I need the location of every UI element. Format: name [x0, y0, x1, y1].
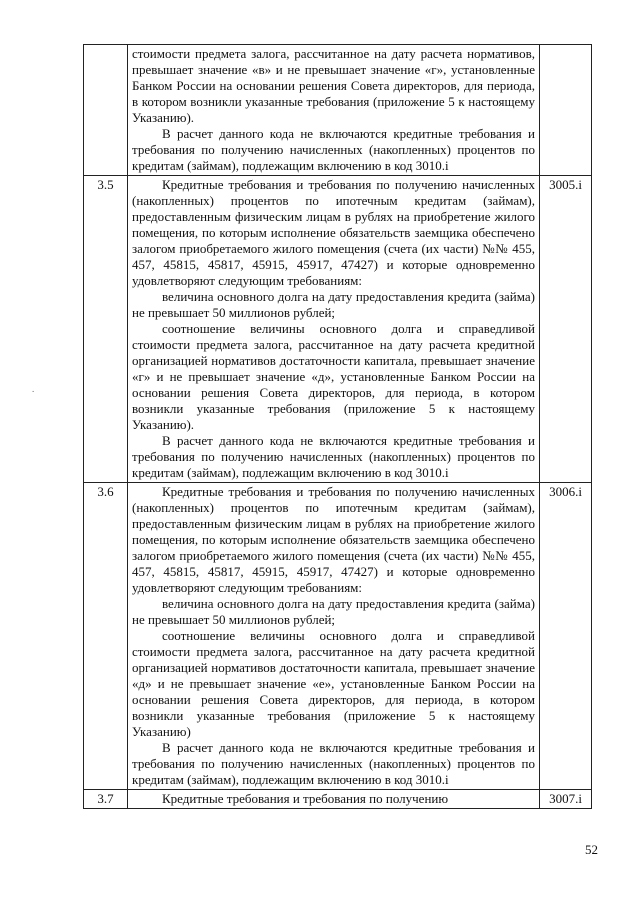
paragraph: В расчет данного кода не включаются кредитные требования и требования по получению начисленных (накопленных) процентов по кредитам (займам), подлежащим включению в код 3010.i [132, 433, 535, 480]
row-code: 3007.i [540, 790, 592, 809]
table-row [84, 176, 592, 483]
row-description [128, 790, 540, 809]
row-number: 3.6 [84, 483, 128, 790]
table-row [84, 45, 592, 176]
paragraph: Кредитные требования и требования по получению начисленных (накопленных) процентов по ипотечным кредитам (займам), предоставленным физическим лицам в рублях на приобретение жилого помещения, по которым исполнение обязательств заемщика обеспечено залогом приобретаемого жилого помещения (счета (их части) №№ 455, 457, 45815, 45817, 45915, 45917, 47427) и которые одновременно удовлетворяют следующим требованиям: [132, 484, 535, 595]
regulation-table [83, 44, 592, 809]
row-code: 3005.i [540, 176, 592, 483]
paragraph: стоимости предмета залога, рассчитанное на дату расчета нормативов, превышает значение «в» и не превышает значение «г», установленные Банком России на основании решения Совета директоров, для периода, в котором возникли указанные требования (приложение 5 к настоящему Указанию). [132, 46, 535, 125]
paragraph: соотношение величины основного долга и справедливой стоимости предмета залога, рассчитанное на дату расчета кредитной организацией нормативов достаточности капитала, превышает значение «г» и не превышает значение «д», установленные Банком России на основании решения Совета директоров, для периода, в котором возникли указанные требования (приложение 5 к настоящему Указанию). [132, 321, 535, 432]
paragraph: Кредитные требования и требования по получению начисленных (накопленных) процентов по ипотечным кредитам (займам), предоставленным физическим лицам в рублях на приобретение жилого помещения, по которым исполнение обязательств заемщика обеспечено залогом приобретаемого жилого помещения (счета (их части) №№ 455, 457, 45815, 45817, 45915, 45917, 47427) и которые одновременно удовлетворяют следующим требованиям: [132, 177, 535, 288]
paragraph: В расчет данного кода не включаются кредитные требования и требования по получению начисленных (накопленных) процентов по кредитам (займам), подлежащим включению в код 3010.i [132, 126, 535, 173]
row-description [128, 176, 540, 483]
table-row [84, 483, 592, 790]
row-code: 3006.i [540, 483, 592, 790]
paragraph: величина основного долга на дату предоставления кредита (займа) не превышает 50 миллионов рублей; [132, 596, 535, 627]
row-description [128, 45, 540, 176]
paragraph: В расчет данного кода не включаются кредитные требования и требования по получению начисленных (накопленных) процентов по кредитам (займам), подлежащим включению в код 3010.i [132, 740, 535, 787]
paragraph: величина основного долга на дату предоставления кредита (займа) не превышает 50 миллионов рублей; [132, 289, 535, 320]
row-number: 3.5 [84, 176, 128, 483]
paragraph: Кредитные требования и требования по получению [162, 791, 449, 806]
row-number [84, 45, 128, 176]
table-row [84, 790, 592, 809]
row-number: 3.7 [84, 790, 128, 809]
paragraph: соотношение величины основного долга и справедливой стоимости предмета залога, рассчитанное на дату расчета кредитной организацией нормативов достаточности капитала, превышает значение «д» и не превышает значение «е», установленные Банком России на основании решения Совета директоров, для периода, в котором возникли указанные требования (приложение 5 к настоящему Указанию) [132, 628, 535, 739]
page-number: 52 [585, 842, 598, 857]
row-code [540, 45, 592, 176]
margin-mark: . [32, 384, 35, 394]
row-description [128, 483, 540, 790]
